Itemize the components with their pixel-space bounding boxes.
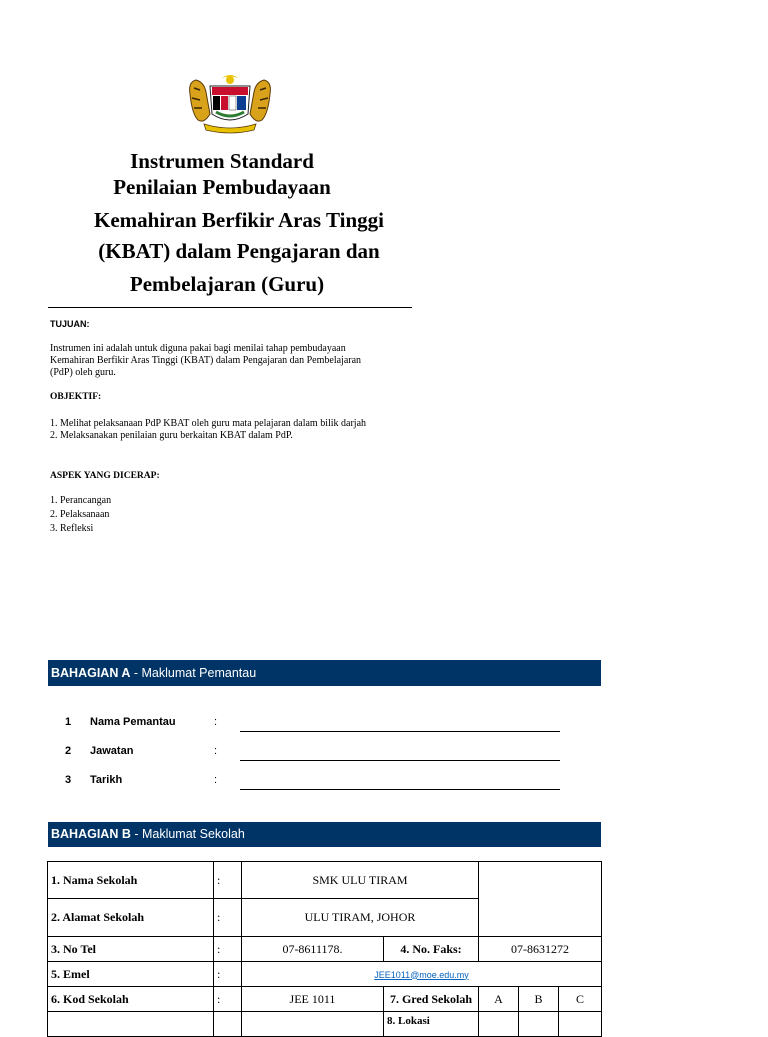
tujuan-text-line-3: (PdP) oleh guru. (50, 367, 116, 378)
jawatan-label: Jawatan (90, 745, 134, 757)
coat-of-arms-logo (186, 74, 274, 136)
title-line-5: Pembelajaran (Guru) (129, 272, 325, 296)
nama-sekolah-value: SMK ULU TIRAM (242, 862, 479, 899)
tarikh-label: Tarikh (90, 774, 123, 786)
colon: : (214, 745, 218, 757)
lokasi-option-1[interactable] (479, 1012, 519, 1037)
lokasi-label: 8. Lokasi (384, 1012, 479, 1037)
no-tel-value: 07-8611178. (242, 937, 384, 962)
no-faks-value: 07-8631272 (479, 937, 602, 962)
objektif-item: 1. Melihat pelaksanaan PdP KBAT oleh guru mata pelajaran dalam bilik darjah (50, 418, 367, 429)
section-b-title-rest: - Maklumat Sekolah (130, 827, 245, 841)
colon: : (214, 987, 242, 1012)
section-a-title-bold: BAHAGIAN A (51, 666, 131, 680)
title-line-4: (KBAT) dalam Pengajaran dan (98, 239, 380, 263)
tujuan-text-line-1: Instrumen ini adalah untuk diguna pakai bagi menilai tahap pembudayaan (50, 343, 346, 354)
title-divider (48, 307, 412, 308)
no-tel-label: 3. No Tel (48, 937, 214, 962)
aspek-item: 1. Perancangan (50, 495, 112, 506)
no-faks-label: 4. No. Faks: (384, 937, 479, 962)
row8-label-cell (48, 1012, 214, 1037)
school-info-table (47, 861, 602, 1037)
colon: : (214, 899, 242, 937)
emel-link[interactable]: JEE1011@moe.edu.my (374, 969, 469, 980)
title-line-2: Penilaian Pembudayaan (113, 175, 331, 199)
alamat-sekolah-value: ULU TIRAM, JOHOR (242, 899, 479, 937)
colon: : (214, 716, 218, 728)
nama-pemantau-label: Nama Pemantau (90, 716, 176, 728)
nama-pemantau-field[interactable] (240, 731, 560, 732)
colon (214, 1012, 242, 1037)
title-line-3: Kemahiran Berfikir Aras Tinggi (94, 208, 384, 232)
kod-sekolah-label: 6. Kod Sekolah (48, 987, 214, 1012)
row-number: 2 (65, 745, 72, 757)
title-line-1: Instrumen Standard (130, 149, 314, 173)
tujuan-heading: TUJUAN: (50, 319, 90, 329)
kod-sekolah-value: JEE 1011 (242, 987, 384, 1012)
emel-label: 5. Emel (48, 962, 214, 987)
gred-sekolah-label: 7. Gred Sekolah (384, 987, 479, 1012)
section-a-header (48, 660, 601, 686)
gred-option-a[interactable]: A (479, 987, 519, 1012)
objektif-item: 2. Melaksanakan penilaian guru berkaitan KBAT dalam PdP. (50, 430, 293, 441)
section-b-title-bold: BAHAGIAN B (51, 827, 131, 841)
colon: : (214, 862, 242, 899)
aspek-item: 2. Pelaksanaan (50, 509, 110, 520)
blank-cell (479, 862, 602, 937)
objektif-heading: OBJEKTIF: (50, 392, 102, 402)
jawatan-field[interactable] (240, 760, 560, 761)
nama-sekolah-label: 1. Nama Sekolah (48, 862, 214, 899)
aspek-item: 3. Refleksi (50, 523, 94, 534)
row8-value (242, 1012, 384, 1037)
gred-option-b[interactable]: B (519, 987, 559, 1012)
gred-option-c[interactable]: C (559, 987, 602, 1012)
lokasi-option-3[interactable] (559, 1012, 602, 1037)
colon: : (214, 774, 218, 786)
aspek-heading: ASPEK YANG DICERAP: (50, 471, 160, 481)
tujuan-text-line-2: Kemahiran Berfikir Aras Tinggi (KBAT) dalam Pengajaran dan Pembelajaran (50, 355, 362, 366)
section-b-header (48, 822, 601, 847)
lokasi-option-2[interactable] (519, 1012, 559, 1037)
alamat-sekolah-label: 2. Alamat Sekolah (48, 899, 214, 937)
row-number: 3 (65, 774, 72, 786)
tarikh-field[interactable] (240, 789, 560, 790)
colon: : (214, 937, 242, 962)
section-a-title-rest: - Maklumat Pemantau (130, 666, 257, 680)
colon: : (214, 962, 242, 987)
row-number: 1 (65, 716, 72, 728)
